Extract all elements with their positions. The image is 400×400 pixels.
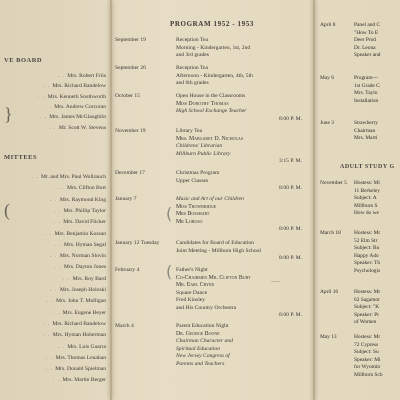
program-line: Christmas Program (176, 170, 220, 176)
adult-study-heading: ADULT STUDY G (340, 164, 395, 170)
pencil-bracket-mark: ( (166, 262, 173, 281)
program-line: New Jersey Congress of (176, 353, 230, 359)
program-line: and 6th grades (176, 80, 209, 86)
program-time: 8:00 P. M. (278, 312, 302, 318)
committee-member (54, 264, 106, 270)
adult-study-line: Speaker: Mi (354, 356, 381, 363)
program-line: Father's Night (176, 267, 208, 273)
program-line: Dr. George Boone (176, 330, 220, 337)
right-program-description (354, 22, 400, 60)
program-line: Mrs Bosshart (176, 211, 210, 217)
dot-leader: . . (57, 185, 67, 192)
member-name: Mrs. Thomas Lenahan (55, 354, 106, 361)
committee-member (50, 287, 106, 293)
program-line: Reception Tea (176, 65, 208, 71)
adult-study-date: April 16 (320, 289, 339, 295)
right-program-line: Strawberry (354, 120, 378, 126)
program-line: Parents and Teachers (176, 360, 225, 367)
member-name: Mr. Scott W. Stevens (58, 124, 106, 131)
dot-leader: . . (38, 93, 48, 100)
dot-leader: . . (46, 298, 57, 305)
right-program-line: Program--- (354, 75, 378, 81)
left-fold-crease (110, 0, 112, 400)
program-date: February 4 (115, 267, 140, 273)
member-name: Mrs. Luis Guarra (67, 343, 106, 350)
program-line: Fred Kinsley (176, 297, 206, 303)
adult-study-line: Millburn S (354, 202, 378, 209)
bracket-mark: } (4, 104, 13, 124)
right-program-line: Dr. Leona (354, 44, 376, 51)
program-line: Millburn Public Library (176, 150, 231, 157)
program-line: Open House in the Classrooms (176, 93, 246, 99)
committee-member (46, 298, 106, 304)
pencil-scribble: ~~~ (271, 279, 280, 285)
member-name: Mrs. Richard Bandelow (52, 83, 106, 90)
right-program-description (354, 120, 400, 143)
member-name: Mrs. Robert Friis (67, 73, 106, 79)
adult-study-line: Hostess: Mi (354, 180, 380, 186)
program-date: March 4 (115, 323, 134, 329)
adult-study-line: 11 Berkeley (354, 187, 380, 194)
committee-member (43, 332, 106, 338)
adult-study-line: Hostess: Mr (354, 289, 381, 295)
member-name: Mrs. Dayton Jones (63, 264, 106, 271)
right-program-line: Chairman (354, 127, 376, 134)
member-name: Mr. and Mrs. Paul Wollrauch (40, 174, 106, 180)
program-date: October 15 (115, 93, 141, 99)
committee-member (46, 366, 106, 372)
dot-leader: . . (57, 73, 68, 79)
committee-member (53, 310, 106, 316)
committee-member (63, 276, 106, 282)
committees-heading: MITTEES (4, 154, 38, 161)
program-time: 8:00 P. M. (278, 115, 302, 122)
member-name: Mrs. Donald Spielman (55, 366, 106, 373)
member-name: Mrs. Kenneth Southworth (47, 93, 106, 100)
member-name: Mrs. Andrew Corcoran (54, 103, 106, 110)
adult-study-line: of Women (354, 319, 377, 325)
dot-leader: . . (52, 377, 63, 384)
committee-member (43, 321, 106, 327)
committee-member (46, 355, 106, 361)
program-panel (113, 0, 311, 400)
dot-leader: . . (50, 196, 60, 203)
board-member (38, 94, 106, 100)
adult-study-date: May 13 (320, 334, 337, 340)
dot-leader: . . (54, 241, 64, 248)
dot-leader: . . (50, 253, 60, 260)
right-program-line: "How To E (354, 29, 379, 36)
program-description (176, 128, 308, 166)
committee-member (50, 253, 106, 259)
adult-study-line: Speaker: Pr (354, 311, 380, 318)
right-program-date: June 3 (320, 120, 334, 126)
member-name: Mrs. Eugene Beyer (62, 309, 106, 316)
committee-member (58, 344, 106, 350)
adult-study-description (354, 334, 400, 379)
committee-member (54, 242, 106, 248)
committee-member (54, 219, 106, 225)
member-name: Mrs. Hyman Segal (63, 241, 106, 248)
program-line: Childrens' Librarian (176, 143, 223, 149)
committee-member (53, 377, 106, 383)
program-description (176, 267, 308, 320)
adult-study-line: Happy Ado (354, 252, 379, 259)
program-line: Mrs. Margaret D. Nicholas (176, 135, 244, 142)
right-program-line: Speaker and (354, 52, 381, 58)
program-date: January 7 (115, 196, 137, 202)
member-name: Mrs. Roy Bard (72, 275, 106, 282)
program-date: September 19 (115, 37, 146, 43)
committee-member (57, 185, 106, 191)
dot-leader: . . (43, 332, 53, 339)
program-description (176, 196, 308, 234)
member-name: Mrs. Benjamin Kossan (54, 230, 106, 237)
adult-study-date: March 18 (320, 230, 341, 236)
member-name: Mrs. Richard Bandelow (52, 320, 106, 327)
program-line: Co-Chairmen Mr. Clifton Burt (176, 274, 251, 281)
adult-study-description (354, 180, 400, 218)
program-line: High School Exchange Teacher (176, 108, 247, 114)
dot-leader: . . (54, 264, 64, 271)
adult-study-description (354, 289, 400, 327)
dot-leader: . . (57, 343, 68, 350)
program-description (176, 240, 308, 263)
program-date: November 19 (115, 128, 146, 134)
dot-leader: . . (46, 354, 56, 361)
program-line: and His Country Orchestra (176, 304, 237, 311)
program-date: January 12 Tuesday (115, 240, 160, 246)
program-time: 3:15 P. M. (278, 158, 302, 164)
program-line: Miss Trowbridge (176, 203, 217, 210)
right-program-line: Mrs. Taylo (354, 90, 378, 96)
program-description (176, 93, 308, 123)
program-line: Chairman Character and (176, 338, 233, 344)
right-program-line: Mrs. Marti (354, 135, 378, 141)
pencil-bracket-mark: ( (166, 204, 173, 223)
member-name: Mrs. David Flicker (63, 219, 106, 226)
program-date: September 26 (115, 65, 146, 71)
adult-study-line: Subject: Bu (354, 245, 380, 251)
adult-study-line: Hostess: Mr (354, 230, 381, 236)
adult-study-line: How do we (354, 210, 379, 216)
left-panel (0, 0, 108, 400)
adult-study-line: 52 Elm Str (354, 237, 378, 244)
program-date: December 17 (115, 170, 145, 176)
dot-leader: . . (49, 124, 59, 131)
adult-study-line: Subject: Su (354, 349, 379, 355)
dot-leader: . . (53, 219, 64, 226)
right-program-description (354, 75, 400, 105)
committee-member (50, 197, 106, 203)
right-panel (316, 0, 400, 400)
program-time: 8:00 P. M. (278, 226, 302, 232)
program-line: Parent Education Night (176, 323, 229, 329)
adult-study-line: 72 Cypress (354, 341, 379, 348)
right-program-date: May 6 (320, 75, 334, 81)
dot-leader: . . (53, 207, 64, 214)
board-member (58, 73, 106, 79)
program-line: Reception Tea (176, 37, 208, 43)
program-line: and 3rd grades (176, 52, 209, 58)
bracket-mark: ( (4, 200, 10, 220)
program-line: Mr Loruso (176, 218, 203, 225)
adult-study-line: for Wyomin (354, 364, 381, 370)
program-description (176, 170, 308, 193)
program-line: Joint Meeting - Millburn High School (176, 247, 261, 254)
member-name: Mrs. Phillip Taylor (63, 207, 106, 214)
member-name: Mrs. Martin Berger (62, 377, 106, 384)
adult-study-line: Speaker: Th (354, 260, 381, 266)
program-line: Spiritual Education (176, 345, 220, 352)
dot-leader: . . (44, 103, 55, 110)
dot-leader: . . (44, 230, 55, 237)
board-member (43, 83, 106, 89)
member-name: Mrs. Clifton Burt (66, 185, 106, 192)
member-name: Mrs. Hyman Hoberman (52, 332, 106, 339)
committee-member (54, 208, 106, 214)
program-line: Upper Classes (176, 177, 209, 184)
adult-study-line: Hostess: Mr (354, 334, 381, 340)
program-line: Morning - Kindergarten, 1st, 2nd (176, 44, 251, 51)
program-line: Library Tea (176, 128, 203, 134)
board-member (40, 114, 106, 120)
program-description (176, 65, 308, 88)
member-name: Mrs. Norman Slovin (59, 253, 106, 260)
board-member (45, 104, 106, 110)
board-heading: VE BOARD (4, 57, 43, 64)
program-line: Candidates for Board of Education (176, 240, 254, 246)
committee-member (31, 174, 106, 180)
program-description (176, 323, 308, 368)
adult-study-line: 62 Sagamor (354, 296, 380, 303)
program-line: Square Dance (176, 289, 208, 296)
right-program-line: 1st Grade C (354, 82, 380, 89)
member-name: Mrs. Raymond King (59, 196, 106, 203)
member-name: Mrs. James McGlaughlin (49, 114, 106, 121)
dot-leader: . . (39, 114, 50, 121)
adult-study-line: Subject: A (354, 195, 377, 201)
adult-study-description (354, 230, 400, 275)
dot-leader: . . (53, 309, 63, 316)
adult-study-line: Psychologis (354, 267, 381, 274)
right-program-line: Deer Prod (354, 37, 377, 43)
program-line: Mr. Earl Cryer (176, 282, 215, 288)
program-title: PROGRAM 1952 - 1953 (170, 20, 254, 28)
program-description (176, 37, 308, 60)
program-line: Miss Dorothy Thomas (176, 100, 229, 107)
dot-leader: . . (45, 366, 56, 373)
right-program-date: April 8 (320, 22, 336, 28)
adult-study-date: November 5 (320, 180, 347, 186)
member-name: Mrs. John T. Mulligan (56, 298, 106, 305)
member-name: Mrs. Joseph Holoski (59, 287, 106, 293)
dot-leader: . . (31, 174, 41, 180)
dot-leader: . . (42, 320, 53, 327)
program-line: Music and Art of our Children (176, 196, 244, 202)
program-line: Afternoon - Kindergarten, 4th, 5th (176, 72, 253, 79)
program-time: 8:00 P. M. (278, 185, 302, 191)
adult-study-line: Subject: "K (354, 304, 380, 310)
board-member (49, 125, 106, 131)
program-time: 8:00 P. M. (278, 255, 302, 261)
dot-leader: . . (62, 275, 73, 282)
right-program-line: Panel and C (354, 22, 381, 28)
dot-leader: . . (42, 83, 53, 90)
adult-study-line: Millburn Sch (354, 371, 383, 378)
committee-member (45, 231, 106, 237)
right-program-line: Installation (354, 97, 379, 104)
dot-leader: . . (50, 287, 60, 293)
right-fold-crease (313, 0, 315, 400)
